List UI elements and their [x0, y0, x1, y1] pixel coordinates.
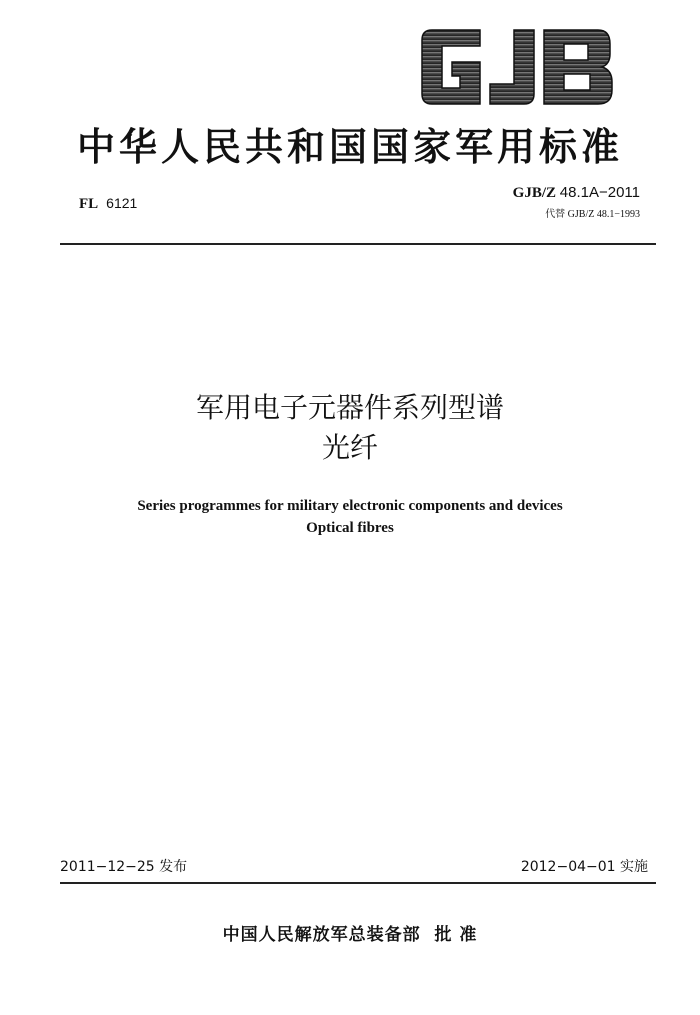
footer-divider — [60, 882, 656, 884]
classification-code — [79, 195, 137, 213]
classification-number: 6121 — [106, 195, 138, 211]
approver-line: 中国人民解放军总装备部 批 准 — [222, 925, 478, 945]
standard-title: 中华人民共和国国家军用标准 — [76, 124, 623, 169]
publish-date: 2011−12−25 发布 — [60, 859, 188, 875]
chinese-title — [0, 388, 700, 468]
implement-date: 2012−04−01 实施 — [520, 859, 648, 875]
gjb-logo-graphic — [418, 24, 618, 110]
standard-number-value: 48.1A−2011 — [559, 184, 640, 201]
standard-code: GJB/Z — [512, 185, 557, 201]
header-divider — [60, 243, 656, 245]
chinese-title-line1: 军用电子元器件系列型谱 — [195, 391, 504, 424]
english-title — [0, 495, 700, 539]
english-title-line1: Series programmes for military electronic components and devices — [137, 498, 563, 514]
english-title-line2: Optical fibres — [306, 520, 394, 536]
classification-label: FL — [79, 196, 99, 212]
gjb-logo — [418, 24, 618, 110]
standard-number — [513, 184, 640, 202]
replaces-note: 代替 GJB/Z 48.1−1993 — [545, 209, 640, 220]
chinese-title-line2: 光纤 — [321, 431, 378, 464]
